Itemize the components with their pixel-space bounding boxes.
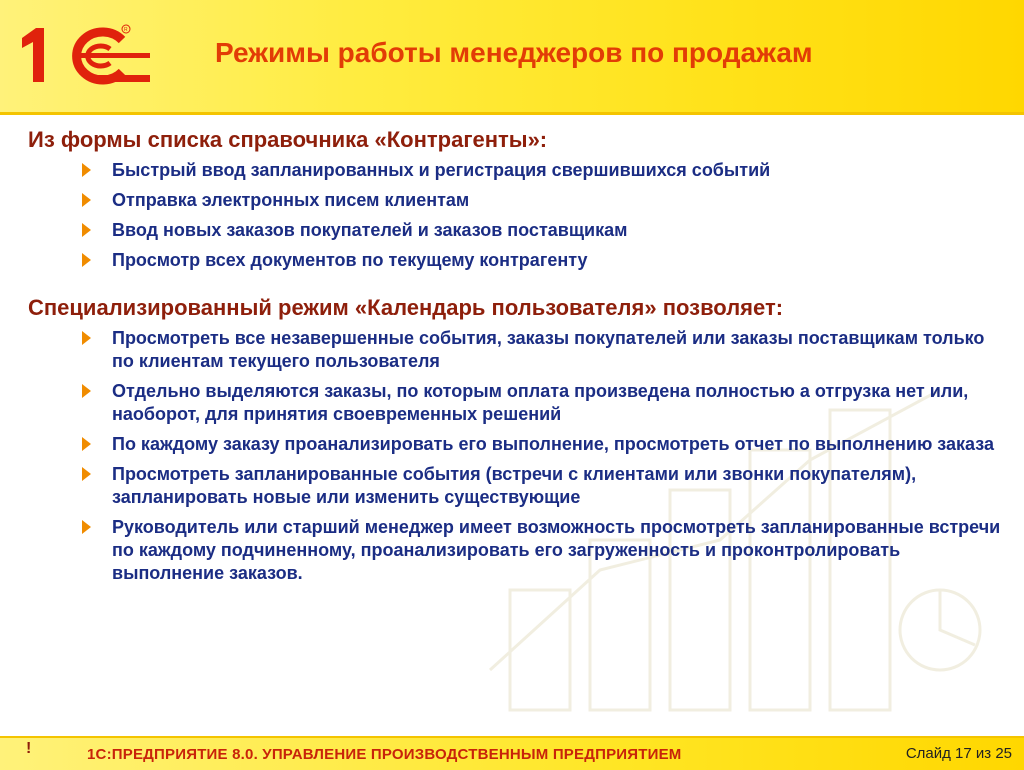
slide-footer (0, 736, 1024, 770)
list-item: Просмотр всех документов по текущему контрагенту (82, 249, 1003, 272)
list-item: Быстрый ввод запланированных и регистрация свершившихся событий (82, 159, 1003, 182)
bullet-arrow-icon (82, 437, 91, 451)
list-item: Просмотреть запланированные события (встречи с клиентами или звонки покупателям), запланировать новые или изменить существующие (82, 463, 1003, 509)
list-item: Отдельно выделяются заказы, по которым оплата произведена полностью а отгрузка нет или, наоборот, для принятия своевременных решений (82, 380, 1003, 426)
bullet-arrow-icon (82, 384, 91, 398)
product-name: 1С:ПРЕДПРИЯТИЕ 8.0. УПРАВЛЕНИЕ ПРОИЗВОДСТВЕННЫМ ПРЕДПРИЯТИЕМ (87, 746, 682, 763)
slide-header (0, 0, 1024, 115)
section-heading-contractors: Из формы списка справочника «Контрагенты»: (28, 127, 548, 152)
list-item: Отправка электронных писем клиентам (82, 189, 1003, 212)
contractors-bullet-list (28, 159, 1003, 272)
bullet-arrow-icon (82, 223, 91, 237)
svg-text:R: R (124, 27, 128, 33)
list-item: Просмотреть все незавершенные события, заказы покупателей или заказы поставщикам только по клиентам текущего пользователя (82, 327, 1003, 373)
bullet-arrow-icon (82, 163, 91, 177)
bullet-arrow-icon (82, 193, 91, 207)
bullet-arrow-icon (82, 331, 91, 345)
list-item: По каждому заказу проанализировать его выполнение, просмотреть отчет по выполнению заказа (82, 433, 1003, 456)
list-item: Руководитель или старший менеджер имеет возможность просмотреть запланированные встречи по каждому подчиненному, проанализировать его загруженность и проконтролировать выполнение заказов. (82, 516, 1003, 585)
slide-number: Слайд 17 из 25 (905, 745, 1012, 762)
bullet-arrow-icon (82, 520, 91, 534)
calendar-bullet-list (28, 327, 1003, 585)
1c-logo (14, 22, 154, 88)
slide-content (28, 126, 1003, 592)
footer-mark: ! (26, 740, 32, 757)
list-item: Ввод новых заказов покупателей и заказов поставщикам (82, 219, 1003, 242)
bullet-arrow-icon (82, 467, 91, 481)
slide-title: Режимы работы менеджеров по продажам (215, 37, 813, 68)
bullet-arrow-icon (82, 253, 91, 267)
section-heading-calendar: Специализированный режим «Календарь пользователя» позволяет: (28, 295, 784, 320)
